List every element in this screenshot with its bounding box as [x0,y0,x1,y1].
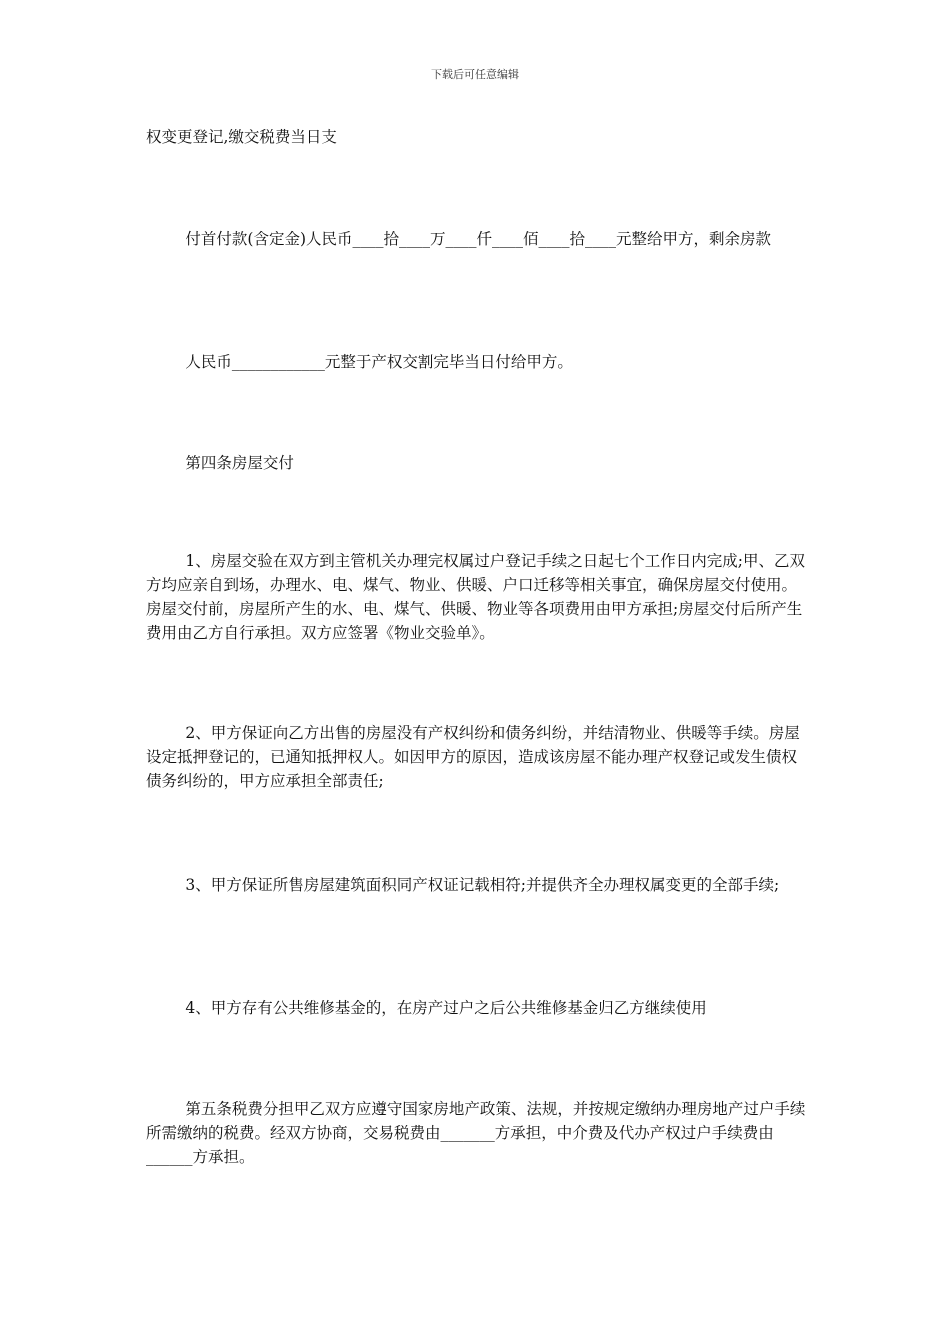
paragraph-remaining-payment: 人民币____________元整于产权交割完毕当日付给甲方。 [146,353,573,371]
clause-1-inspection: 1、房屋交验在双方到主管机关办理完权属过户登记手续之日起七个工作日内完成;甲、乙双方均应亲自到场，办理水、电、煤气、物业、供暖、户口迁移等相关事宜，确保房屋交付使用。房屋交付前，房屋所产生的水、电、煤气、供暖、物业等各项费用由甲方承担;房屋交付后所产生费用由乙方自行承担。双方应签署《物业交验单》。 [146,552,806,642]
clause-2-guarantee: 2、甲方保证向乙方出售的房屋没有产权纠纷和债务纠纷，并结清物业、供暖等手续。房屋设定抵押登记的，已通知抵押权人。如因甲方的原因，造成该房屋不能办理产权登记或发生债权债务纠纷的，甲方应承担全部责任; [146,724,800,790]
paragraph-payment-intro: 权变更登记,缴交税费当日支 [146,128,337,146]
section-heading-house-delivery: 第四条房屋交付 [146,454,294,472]
clause-3-area: 3、甲方保证所售房屋建筑面积同产权证记载相符;并提供齐全办理权属变更的全部手续; [146,876,780,894]
page-header: 下载后可任意编辑 [431,68,519,81]
section-tax-allocation: 第五条税费分担甲乙双方应遵守国家房地产政策、法规，并按规定缴纳办理房地产过户手续所需缴纳的税费。经双方协商，交易税费由_______方承担，中介费及代办产权过户手续费由______方承担。 [146,1100,806,1166]
paragraph-down-payment: 付首付款(含定金)人民币____拾____万____仟____佰____拾____元整给甲方，剩余房款 [146,230,772,248]
clause-4-maintenance-fund: 4、甲方存有公共维修基金的，在房产过户之后公共维修基金归乙方继续使用 [146,999,707,1017]
